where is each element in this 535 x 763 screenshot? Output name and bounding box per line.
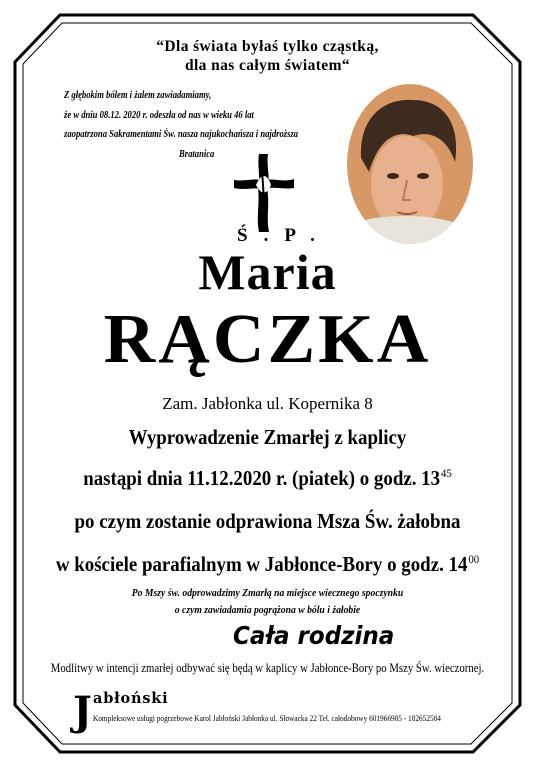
funeral-time-minutes-1: 45 [440,466,452,480]
family-signature: Cała rodzina [233,621,395,650]
intro-line-4: Bratanica [179,149,215,160]
intro-line-3: zaopatrzona Sakramentami Św. nasza najukochańsza i najdroższa [64,129,299,140]
funeral-home-logo-name: abłoński [93,690,169,707]
prayer-notice: Modlitwy w intencji zmarłej odbywać się będą w kaplicy w Jabłonce-Bory po Mszy Św. wieczornej. [50,661,485,675]
portrait-photo [347,84,473,244]
address: Zam. Jabłonka ul. Kopernika 8 [162,394,373,413]
intro-line-2: że w dniu 08.12. 2020 r. odeszła od nas w wieku 46 lat [64,110,254,121]
memorial-quote-line-1: “Dla świata byłaś tylko cząstką, [156,38,379,55]
burial-line-2: o czym zawiadamia pogrążona w bólu i żałobie [174,605,361,616]
funeral-line-3: po czym zostanie odprawiona Msza Św. żałobna [74,509,461,533]
funeral-line-2: nastąpi dnia 11.12.2020 r. (piatek) o godz. $13^{45}$ [83,466,452,490]
last-name: RĄCZKA [103,301,432,378]
sp-abbreviation: Ś.P. [237,225,331,246]
funeral-line-1: Wyprowadzenie Zmarłej z kaplicy [128,425,407,449]
cross-icon [232,152,296,234]
funeral-home-logo-initial: J [73,688,92,735]
funeral-line-4: w kościele parafialnym w Jabłonce-Bory o godz. $14^{00}$ [55,552,480,576]
intro-line-1: Z głębokim bólem i żalem zawiadamiamy, [64,90,212,101]
burial-line-1: Po Mszy św. odprowadzimy Zmarłą na miejsce wiecznego spoczynku [131,588,404,599]
memorial-quote-line-2: dla nas całym światem“ [184,57,351,74]
funeral-time-minutes-2: 00 [468,552,480,566]
first-name: Maria [198,244,337,300]
funeral-home-footer: Kompleksowe usługi pogrzebowe Karol Jabłoński Jabłonka ul. Słowacka 22 Tel. całodobowy 601966905 - 182652584 [93,713,441,723]
